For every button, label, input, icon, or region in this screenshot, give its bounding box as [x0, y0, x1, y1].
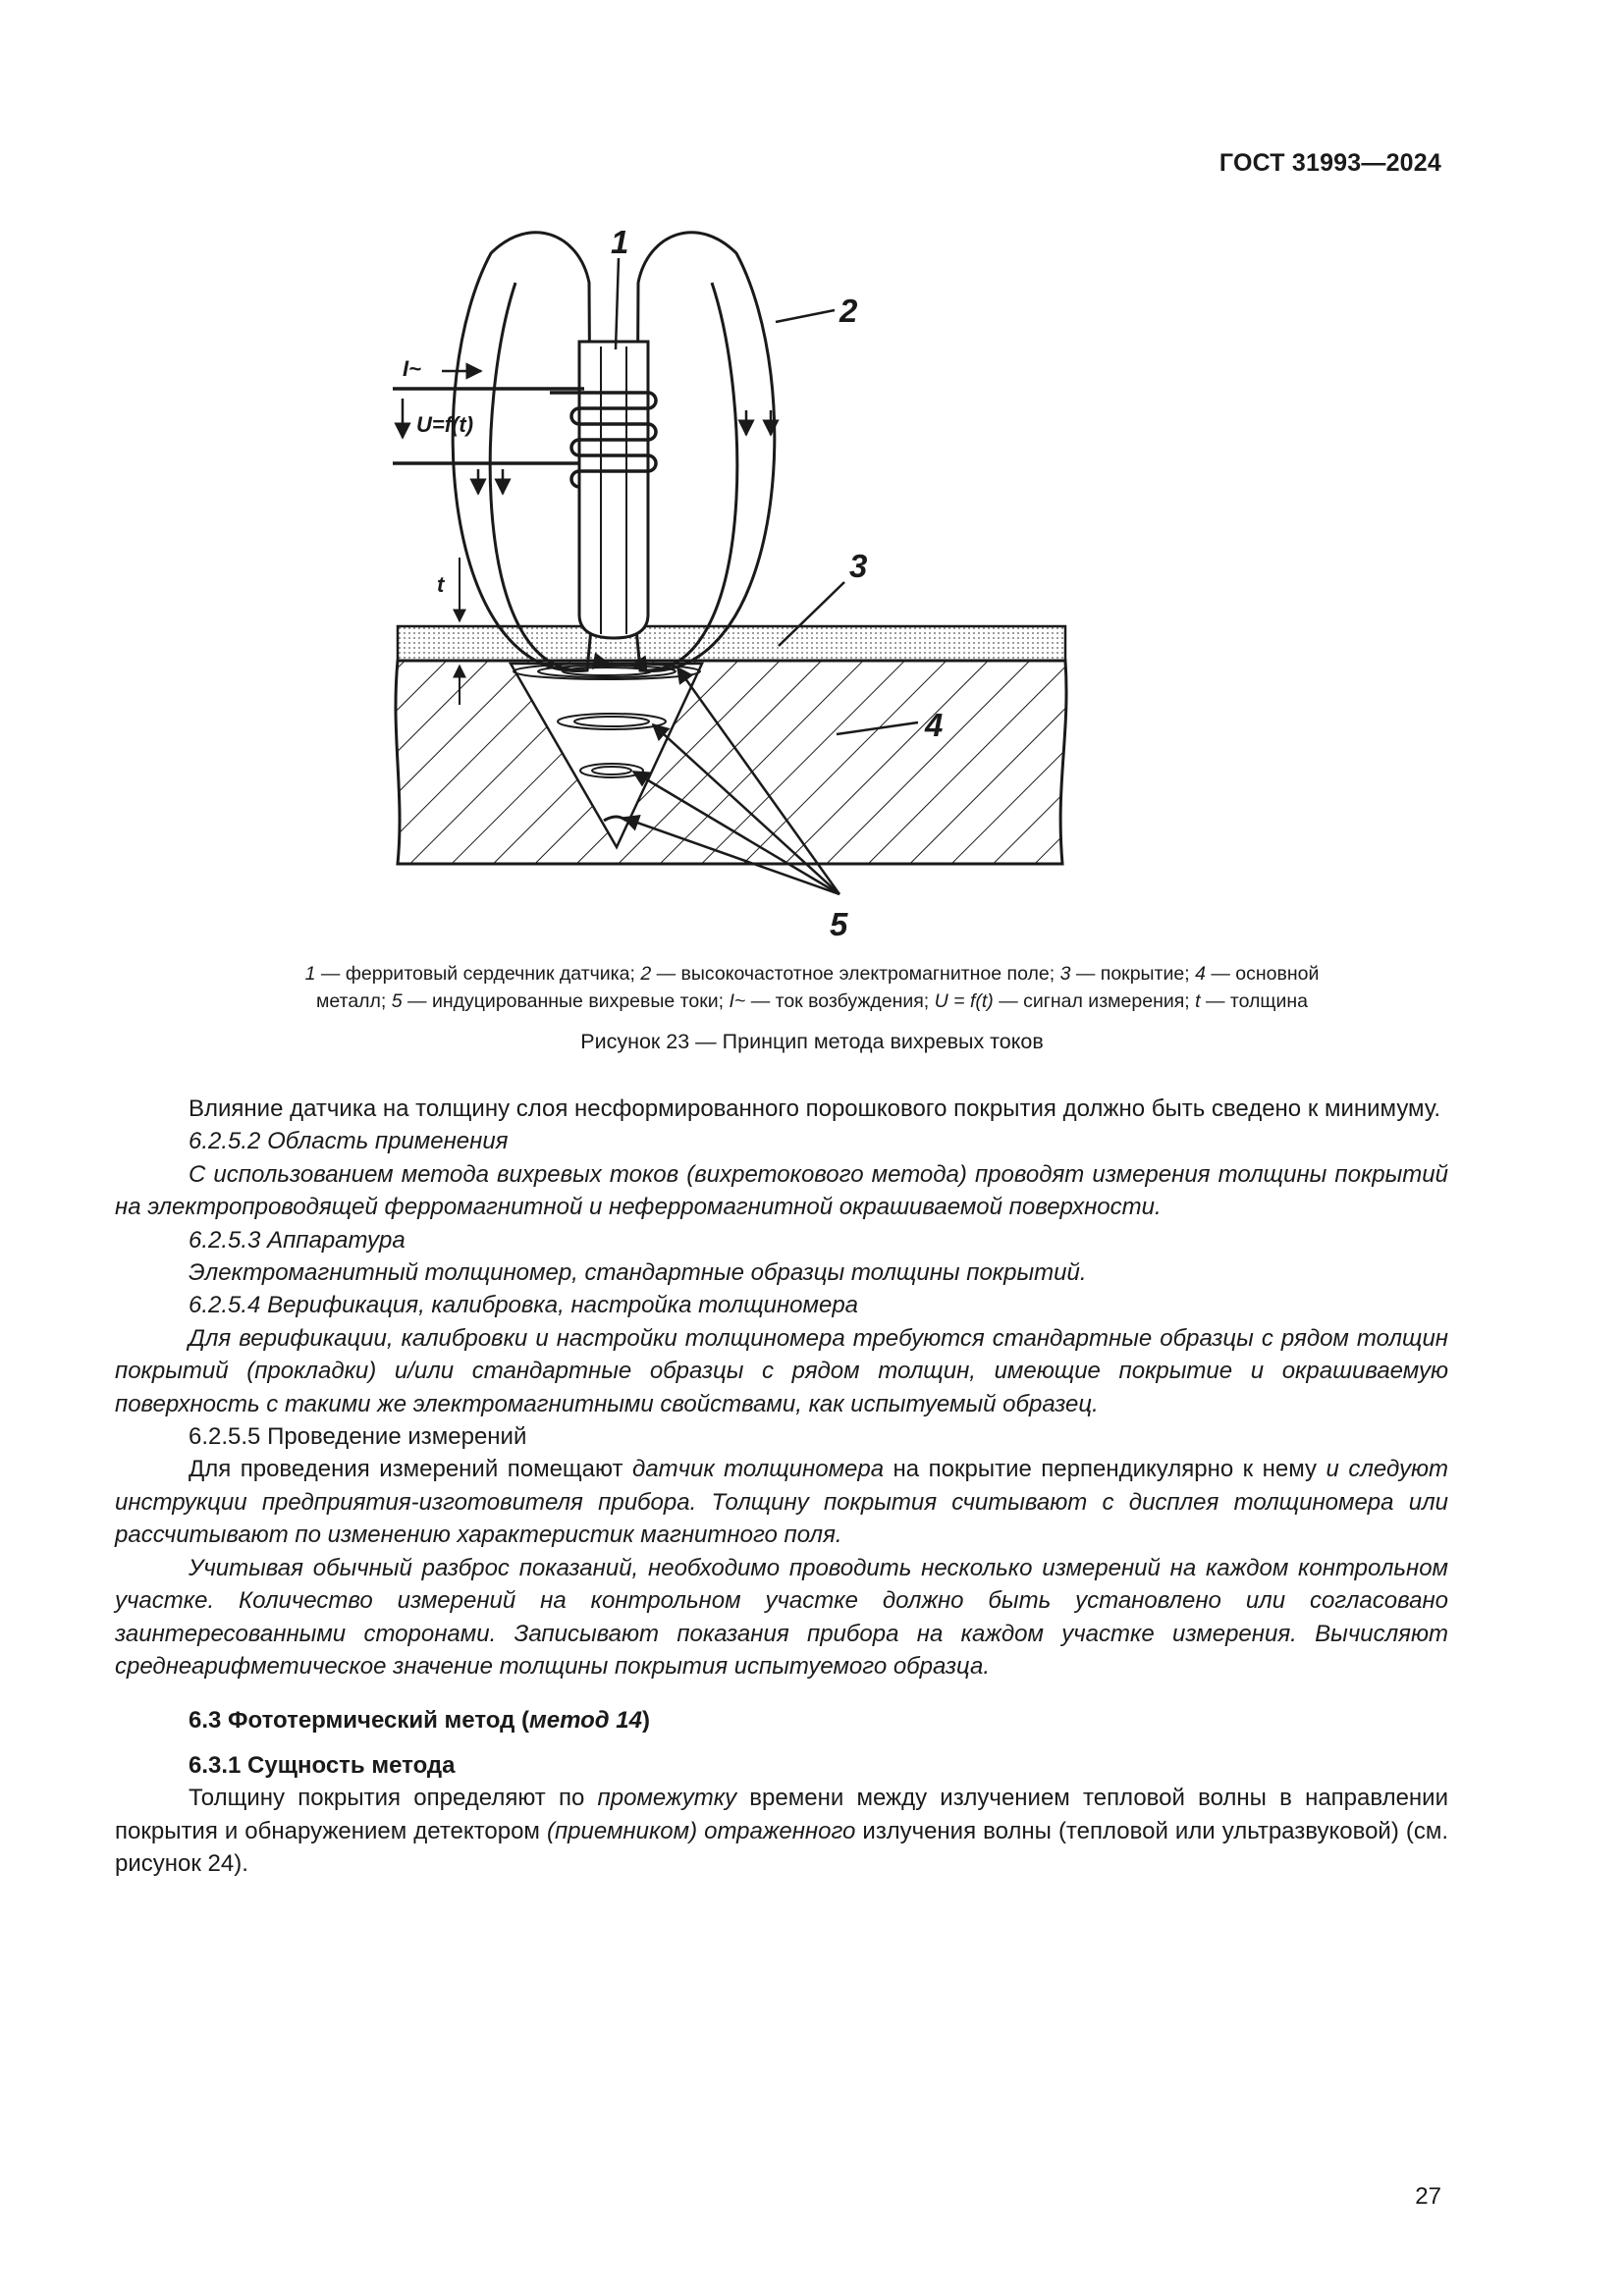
label-5: 5	[830, 906, 848, 942]
paragraph-6253: Электромагнитный толщиномер, стандартные образцы толщины покрытий.	[189, 1259, 1087, 1287]
legend-text-2: — высокочастотное электромагнитное поле;	[651, 963, 1060, 985]
paragraph-sensor-influence: Влияние датчика на толщину слоя несформированного порошкового покрытия должно быть сведено к минимуму.	[189, 1095, 1441, 1122]
coating-layer	[398, 626, 1065, 661]
figure-caption: Рисунок 23 — Принцип метода вихревых токов	[580, 1030, 1044, 1053]
document-code: ГОСТ 31993—2024	[1218, 149, 1441, 177]
legend-key-8: t	[1195, 990, 1201, 1012]
paragraph-631-part-c: времени между излучением тепловой волны в направлении покрытия и обнаружением детектором	[115, 1785, 1448, 1844]
legend-text-4: — основной	[1205, 963, 1320, 985]
paragraph-6255-part-b: датчик толщиномера	[631, 1456, 885, 1483]
paragraph-6254: Для верификации, калибровки и настройки толщиномера требуются стандартные образцы с рядом толщин покрытий (прокладки) и/или стандартные образцы с рядом толщин, имеющие покрытие и окрашиваемую поверхность с такими же электромагнитными свойствами, как испытуемый образец.	[115, 1324, 1448, 1417]
label-3: 3	[849, 548, 868, 584]
figure-legend	[192, 960, 1432, 1015]
legend-text-4b: металл;	[316, 990, 392, 1012]
legend-text-3: — покрытие;	[1070, 963, 1196, 985]
heading-6255: 6.2.5.5 Проведение измерений	[189, 1423, 527, 1451]
paragraph-631	[115, 1782, 1448, 1880]
legend-key-7: U = f(t)	[934, 990, 994, 1012]
paragraph-631-part-a: Толщину покрытия определяют по	[189, 1785, 598, 1812]
legend-text-5: — индуцированные вихревые токи;	[402, 990, 730, 1012]
legend-key-2: 2	[640, 963, 652, 985]
ferrite-core	[579, 342, 648, 638]
thickness-label: t	[437, 572, 445, 597]
signal-label: U=f(t)	[416, 412, 474, 437]
paragraph-631-part-d: (приемником) отраженного	[546, 1817, 856, 1844]
heading-63	[115, 1704, 1448, 1736]
legend-key-5: 5	[391, 990, 403, 1012]
legend-key-6: I~	[729, 990, 746, 1012]
paragraph-6255-part-d: и следуют инструкции предприятия-изготовителя прибора. Толщину покрытия считывают с дисплея толщиномера или рассчитывают по изменению характеристик магнитного поля.	[115, 1456, 1448, 1549]
heading-63-part-c: )	[641, 1707, 650, 1735]
paragraph-6255-2: Учитывая обычный разброс показаний, необходимо проводить несколько измерений на каждом контрольном участке. Количество измерений на контрольном участке должно быть установлено или согласовано заинтересованными сторонами. Записывают показания прибора на каждом участке измерения. Вычисляют среднеарифметическое значение толщины покрытия испытуемого образца.	[115, 1554, 1448, 1680]
paragraph-6252: С использованием метода вихревых токов (вихретокового метода) проводят измерения толщины покрытий на электропроводящей ферромагнитной и неферромагнитной окрашиваемой поверхности.	[115, 1160, 1448, 1221]
paragraph-631-part-e: излучения волны (тепловой или ультразвуковой) (см. рисунок 24).	[115, 1817, 1449, 1877]
body-text	[115, 1093, 1448, 1880]
label-4: 4	[925, 707, 944, 743]
paragraph-6255-part-a: Для проведения измерений помещают	[189, 1456, 632, 1483]
heading-631: 6.3.1 Сущность метода	[189, 1751, 456, 1779]
heading-63-method: метод 14	[529, 1707, 642, 1735]
legend-text-6: — ток возбуждения;	[745, 990, 935, 1012]
current-label: I~	[403, 356, 421, 381]
heading-6252: 6.2.5.2 Область применения	[189, 1128, 509, 1155]
legend-text-7: — сигнал измерения;	[993, 990, 1196, 1012]
legend-text-8: — толщина	[1200, 990, 1308, 1012]
paragraph-6255-part-c: на покрытие перпендикулярно к нему	[884, 1456, 1326, 1483]
base-metal	[396, 661, 1066, 864]
heading-63-part-a: 6.3 Фототермический метод (	[189, 1707, 529, 1735]
legend-key-1: 1	[304, 963, 316, 985]
label-1: 1	[611, 224, 629, 260]
paragraph-6255	[115, 1453, 1448, 1551]
legend-key-4: 4	[1195, 963, 1206, 985]
legend-key-3: 3	[1059, 963, 1071, 985]
page-number: 27	[1415, 2183, 1441, 2210]
legend-text-1: — ферритовый сердечник датчика;	[315, 963, 641, 985]
paragraph-631-part-b: промежутку	[597, 1785, 737, 1812]
eddy-current-figure	[383, 224, 1090, 950]
label-2: 2	[839, 293, 858, 329]
heading-6253: 6.2.5.3 Аппаратура	[189, 1226, 406, 1254]
heading-6254: 6.2.5.4 Верификация, калибровка, настройка толщиномера	[189, 1292, 859, 1319]
